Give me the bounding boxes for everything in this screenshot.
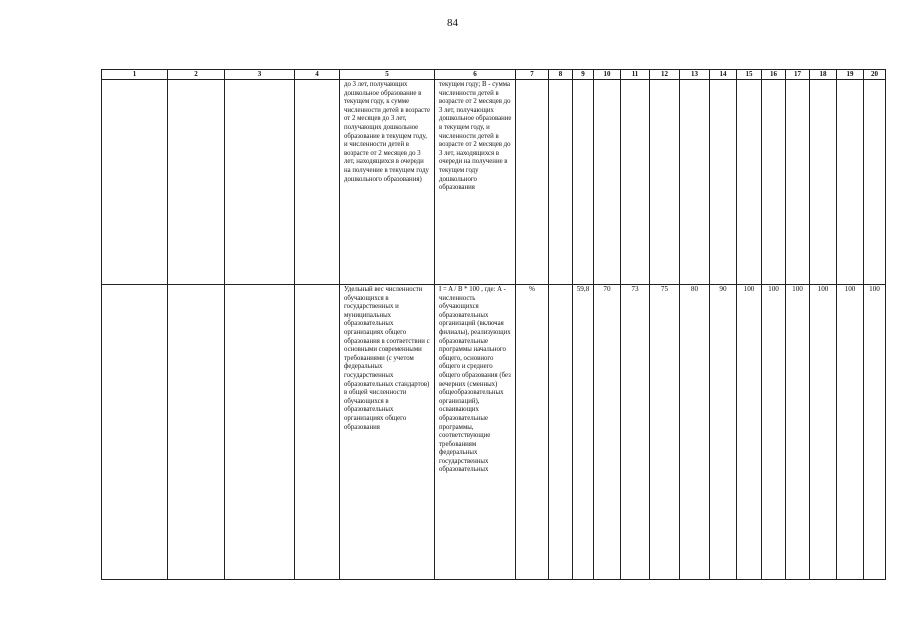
cell-value — [573, 285, 594, 580]
column-header: 8 — [549, 70, 573, 80]
table-cell — [573, 80, 594, 285]
table-cell — [295, 80, 340, 285]
header-row — [102, 70, 886, 80]
table-cell — [737, 80, 762, 285]
column-header: 1 — [102, 70, 168, 80]
value-col10: 70 — [603, 285, 611, 293]
column-header: 9 — [573, 70, 594, 80]
page-number: 84 — [447, 17, 458, 29]
value-col12: 75 — [660, 285, 669, 293]
value-col17: 100 — [792, 285, 803, 293]
table-cell — [102, 285, 168, 580]
calculation-method-text: текущем году; В - сумма численности детей в возрасте от 2 месяцев до 3 лет, получающих дошкольное образование в текущем году, и численности детей в возрасте от 2 месяцев до 3 лет, находящихся в очереди на получение в текущем году дошкольного образования — [439, 81, 512, 192]
cell-unit — [516, 285, 549, 580]
column-header: 13 — [680, 70, 710, 80]
column-header: 2 — [168, 70, 225, 80]
cell-value — [762, 285, 786, 580]
table-cell — [810, 80, 837, 285]
table-cell — [594, 80, 621, 285]
table-cell — [710, 80, 737, 285]
table-cell — [102, 80, 168, 285]
value-col14: 90 — [719, 285, 727, 293]
value-col19: 100 — [844, 285, 856, 293]
cell-indicator-name — [340, 80, 435, 285]
column-header: 10 — [594, 70, 621, 80]
unit-value: % — [529, 285, 535, 293]
table-cell — [168, 285, 225, 580]
table-cell — [516, 80, 549, 285]
table-cell — [837, 80, 864, 285]
column-header: 6 — [435, 70, 516, 80]
indicator-table — [101, 69, 886, 580]
value-col15: 100 — [743, 285, 755, 293]
value-col11: 73 — [631, 285, 639, 293]
column-header: 7 — [516, 70, 549, 80]
column-header: 15 — [737, 70, 762, 80]
column-header: 17 — [786, 70, 810, 80]
column-header: 16 — [762, 70, 786, 80]
column-header: 12 — [650, 70, 680, 80]
value-col18: 100 — [817, 285, 829, 293]
table-cell — [295, 285, 340, 580]
table-cell — [225, 285, 295, 580]
cell-value — [737, 285, 762, 580]
cell-value — [786, 285, 810, 580]
table-cell — [621, 80, 650, 285]
cell-value — [810, 285, 837, 580]
column-header: 19 — [837, 70, 864, 80]
table-row-indicator — [102, 285, 886, 580]
column-header: 3 — [225, 70, 295, 80]
cell-value — [710, 285, 737, 580]
column-header: 18 — [810, 70, 837, 80]
table-row-continuation — [102, 80, 886, 285]
column-header: 4 — [295, 70, 340, 80]
column-header: 5 — [340, 70, 435, 80]
value-col9: 59,8 — [576, 285, 590, 293]
cell-value — [549, 285, 573, 580]
table-cell — [650, 80, 680, 285]
cell-calculation-method — [435, 80, 516, 285]
table-cell — [549, 80, 573, 285]
column-header: 14 — [710, 70, 737, 80]
table-cell — [680, 80, 710, 285]
column-header: 11 — [621, 70, 650, 80]
cell-value — [864, 285, 886, 580]
indicator-name-text: до 3 лет, получающих дошкольное образование в текущем году, к сумме численности детей в возрасте от 2 месяцев до 3 лет, получающих дошкольное образование в текущем году, и численности детей в возрасте от 2 месяцев до 3 лет, находящихся в очереди на получение в текущем году дошкольного образования) — [344, 81, 431, 183]
table-cell — [864, 80, 886, 285]
cell-value — [680, 285, 710, 580]
value-col16: 100 — [768, 285, 779, 293]
table-cell — [225, 80, 295, 285]
cell-indicator-name — [340, 285, 435, 580]
table-cell — [168, 80, 225, 285]
cell-calculation-method — [435, 285, 516, 580]
value-col13: 80 — [690, 285, 699, 293]
cell-value — [837, 285, 864, 580]
table-cell — [762, 80, 786, 285]
column-header: 20 — [864, 70, 886, 80]
cell-value — [594, 285, 621, 580]
cell-value — [650, 285, 680, 580]
table-cell — [786, 80, 810, 285]
calculation-method-text: I = A / B * 100 , где: А - численность обучающихся образовательных организаций (включая филиалы), реализующих образовательные программы начального общего, основного общего и среднего общего образования (без вечерних (сменных) общеобразовательных организаций), осваивающих образовательные программы, соответствующие требованиям федеральных государственных образовательных — [439, 286, 511, 474]
cell-value — [621, 285, 650, 580]
value-col20: 100 — [869, 285, 880, 293]
indicator-name-text: Удельный вес численности обучающихся в государственных и муниципальных образовательных организациях общего образования в соответствии с основными современными требованиями (с учетом федеральных государственных образовательных стандартов) в общей численности обучающихся в образовательных организациях общего образования — [344, 286, 430, 431]
